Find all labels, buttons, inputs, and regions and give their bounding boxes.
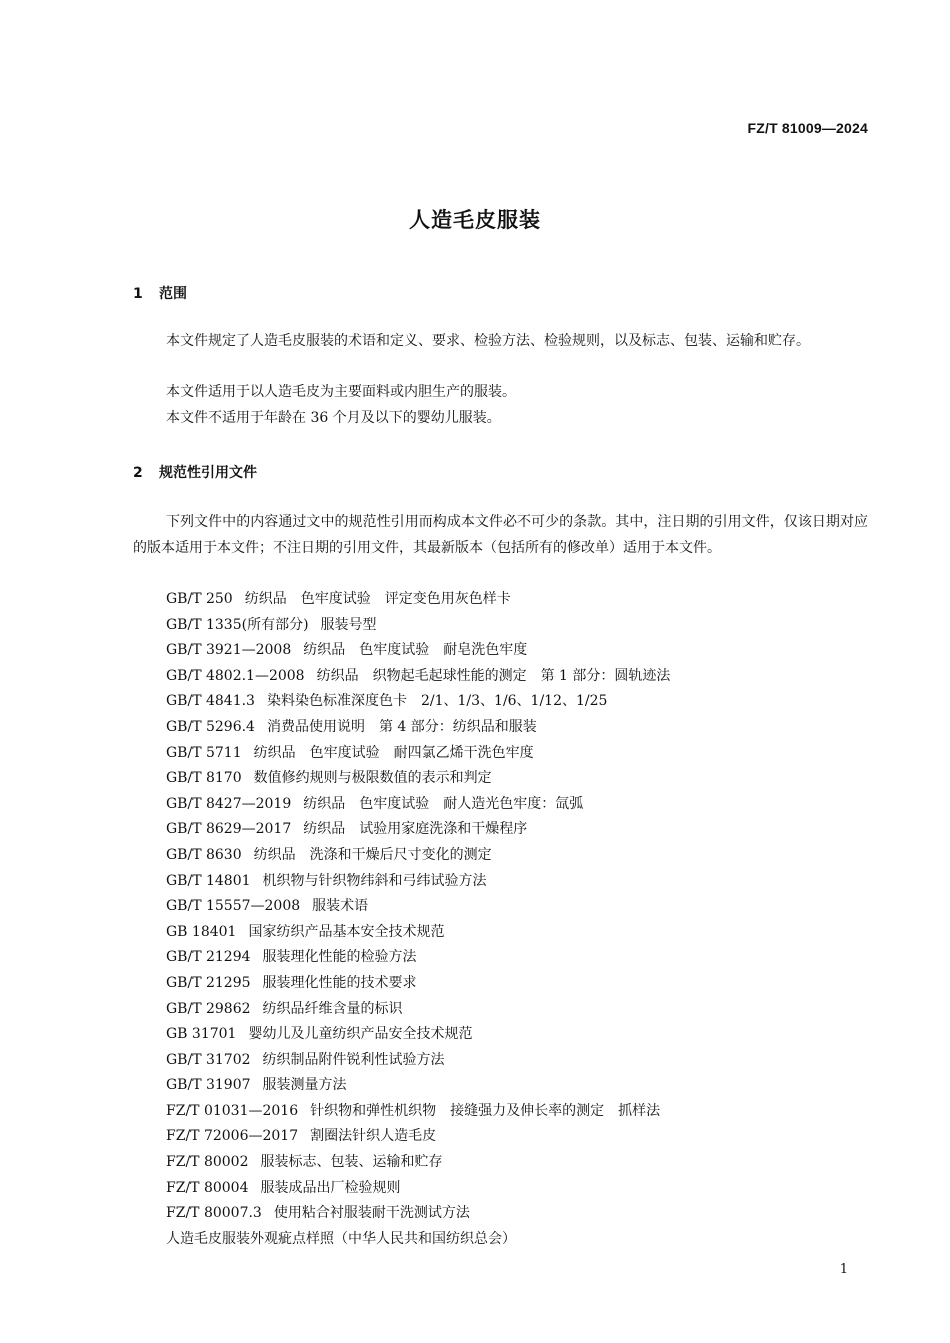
reference-code: GB/T 21294: [166, 949, 251, 966]
reference-item: [166, 971, 670, 997]
reference-item: [166, 817, 670, 843]
reference-item: [166, 715, 670, 741]
reference-item: [166, 1150, 670, 1176]
section-1-paragraph-3: 本文件不适用于年龄在 36 个月及以下的婴幼儿服装。: [166, 410, 501, 426]
reference-item: [166, 920, 670, 946]
reference-title: 针织物和弹性机织物 接缝强力及伸长率的测定 抓样法: [310, 1102, 661, 1119]
reference-code: FZ/T 80004: [166, 1179, 249, 1196]
reference-code: GB/T 4802.1—2008: [166, 667, 305, 684]
section-2-heading: [133, 462, 257, 482]
reference-item: [166, 664, 670, 690]
section-1-paragraph-1: 本文件规定了人造毛皮服装的术语和定义、要求、检验方法、检验规则，以及标志、包装、运输和贮存。: [166, 333, 810, 349]
reference-item: [166, 1124, 670, 1150]
reference-list: [166, 587, 670, 1252]
reference-code: GB/T 8630: [166, 846, 242, 863]
section-2-title: 规范性引用文件: [159, 465, 257, 481]
reference-title: 纺织品 试验用家庭洗涤和干燥程序: [303, 821, 528, 838]
reference-code: GB/T 21295: [166, 974, 251, 991]
reference-item: [166, 1073, 670, 1099]
reference-title: 纺织制品附件锐利性试验方法: [262, 1051, 445, 1068]
reference-item: [166, 689, 670, 715]
reference-code: FZ/T 80002: [166, 1154, 249, 1171]
reference-title: 服装标志、包装、运输和贮存: [260, 1154, 443, 1171]
reference-code: FZ/T 72006—2017: [166, 1128, 299, 1145]
reference-title: 纺织品 色牢度试验 耐皂洗色牢度: [303, 642, 528, 659]
reference-item: [166, 587, 670, 613]
reference-code: GB/T 4841.3: [166, 693, 255, 710]
reference-item: [166, 613, 670, 639]
reference-code: FZ/T 80007.3: [166, 1205, 262, 1222]
reference-code: GB 31701: [166, 1026, 237, 1043]
reference-code: FZ/T 01031—2016: [166, 1102, 299, 1119]
reference-code: GB/T 31907: [166, 1077, 251, 1094]
reference-title: 机织物与针织物纬斜和弓纬试验方法: [262, 872, 487, 889]
section-1-title: 范围: [159, 286, 187, 302]
reference-item: [166, 869, 670, 895]
section-2-number: 2: [133, 465, 143, 481]
reference-item: [166, 741, 670, 767]
section-1-number: 1: [133, 286, 143, 302]
reference-item: [166, 1099, 670, 1125]
reference-item: [166, 638, 670, 664]
section-1-heading: [133, 283, 187, 303]
reference-title: 染料染色标准深度色卡 2/1、1/3、1/6、1/12、1/25: [266, 693, 608, 710]
reference-title: 割圈法针织人造毛皮: [310, 1128, 437, 1145]
reference-item: [166, 1176, 670, 1202]
page-number: 1: [839, 1262, 848, 1277]
reference-title: 纺织品 洗涤和干燥后尺寸变化的测定: [253, 846, 492, 863]
reference-title: 纺织品 色牢度试验 耐四氯乙烯干洗色牢度: [253, 744, 534, 761]
reference-code: GB/T 8427—2019: [166, 795, 292, 812]
reference-item: [166, 843, 670, 869]
reference-item: [166, 792, 670, 818]
reference-code: GB/T 14801: [166, 872, 251, 889]
reference-item: [166, 1048, 670, 1074]
reference-title: 服装成品出厂检验规则: [260, 1179, 401, 1196]
reference-code: GB/T 8170: [166, 770, 242, 787]
reference-code: GB/T 8629—2017: [166, 821, 292, 838]
reference-code: GB/T 5711: [166, 744, 242, 761]
reference-item: [166, 766, 670, 792]
reference-title: 服装测量方法: [262, 1077, 347, 1094]
reference-title: 使用粘合衬服装耐干洗测试方法: [273, 1205, 470, 1222]
reference-title: 服装号型: [320, 616, 377, 633]
reference-title: 纺织品 织物起毛起球性能的测定 第 1 部分：圆轨迹法: [316, 667, 671, 684]
reference-title: 纺织品 色牢度试验 耐人造光色牢度：氙弧: [303, 795, 584, 812]
reference-title: 消费品使用说明 第 4 部分：纺织品和服装: [266, 718, 537, 735]
doc-code: FZ/T 81009—2024: [747, 120, 868, 136]
reference-code: GB/T 250: [166, 591, 233, 607]
reference-code: GB 18401: [166, 923, 237, 940]
section-1-paragraph-2: 本文件适用于以人造毛皮为主要面料或内胆生产的服装。: [166, 384, 516, 400]
reference-title: 纺织品纤维含量的标识: [262, 1000, 403, 1017]
reference-code: GB/T 1335(所有部分): [166, 616, 309, 633]
reference-title: 服装理化性能的检验方法: [262, 949, 417, 966]
reference-title: 服装术语: [312, 898, 369, 915]
reference-title: 服装理化性能的技术要求: [262, 974, 417, 991]
reference-code: GB/T 15557—2008: [166, 898, 301, 915]
reference-code: GB/T 31702: [166, 1051, 251, 1068]
reference-item: [166, 1227, 670, 1253]
reference-title: 纺织品 色牢度试验 评定变色用灰色样卡: [244, 591, 511, 607]
reference-item: [166, 1022, 670, 1048]
reference-code: GB/T 5296.4: [166, 718, 255, 735]
reference-title: 国家纺织产品基本安全技术规范: [248, 923, 445, 940]
reference-item: [166, 945, 670, 971]
reference-code: GB/T 29862: [166, 1000, 251, 1017]
reference-code: GB/T 3921—2008: [166, 642, 292, 659]
reference-item: [166, 894, 670, 920]
reference-title: 数值修约规则与极限数值的表示和判定: [253, 770, 492, 787]
doc-title: 人造毛皮服装: [409, 208, 541, 232]
reference-title: 婴幼儿及儿童纺织产品安全技术规范: [248, 1026, 473, 1043]
reference-item: [166, 997, 670, 1023]
reference-title: 人造毛皮服装外观疵点样照（中华人民共和国纺织总会）: [166, 1230, 516, 1247]
section-2-paragraph-1: 下列文件中的内容通过文中的规范性引用而构成本文件必不可少的条款。其中，注日期的引用文件，仅该日期对应的版本适用于本文件；不注日期的引用文件，其最新版本（包括所有的修改单）适用于本文件。: [133, 514, 868, 556]
reference-item: [166, 1201, 670, 1227]
